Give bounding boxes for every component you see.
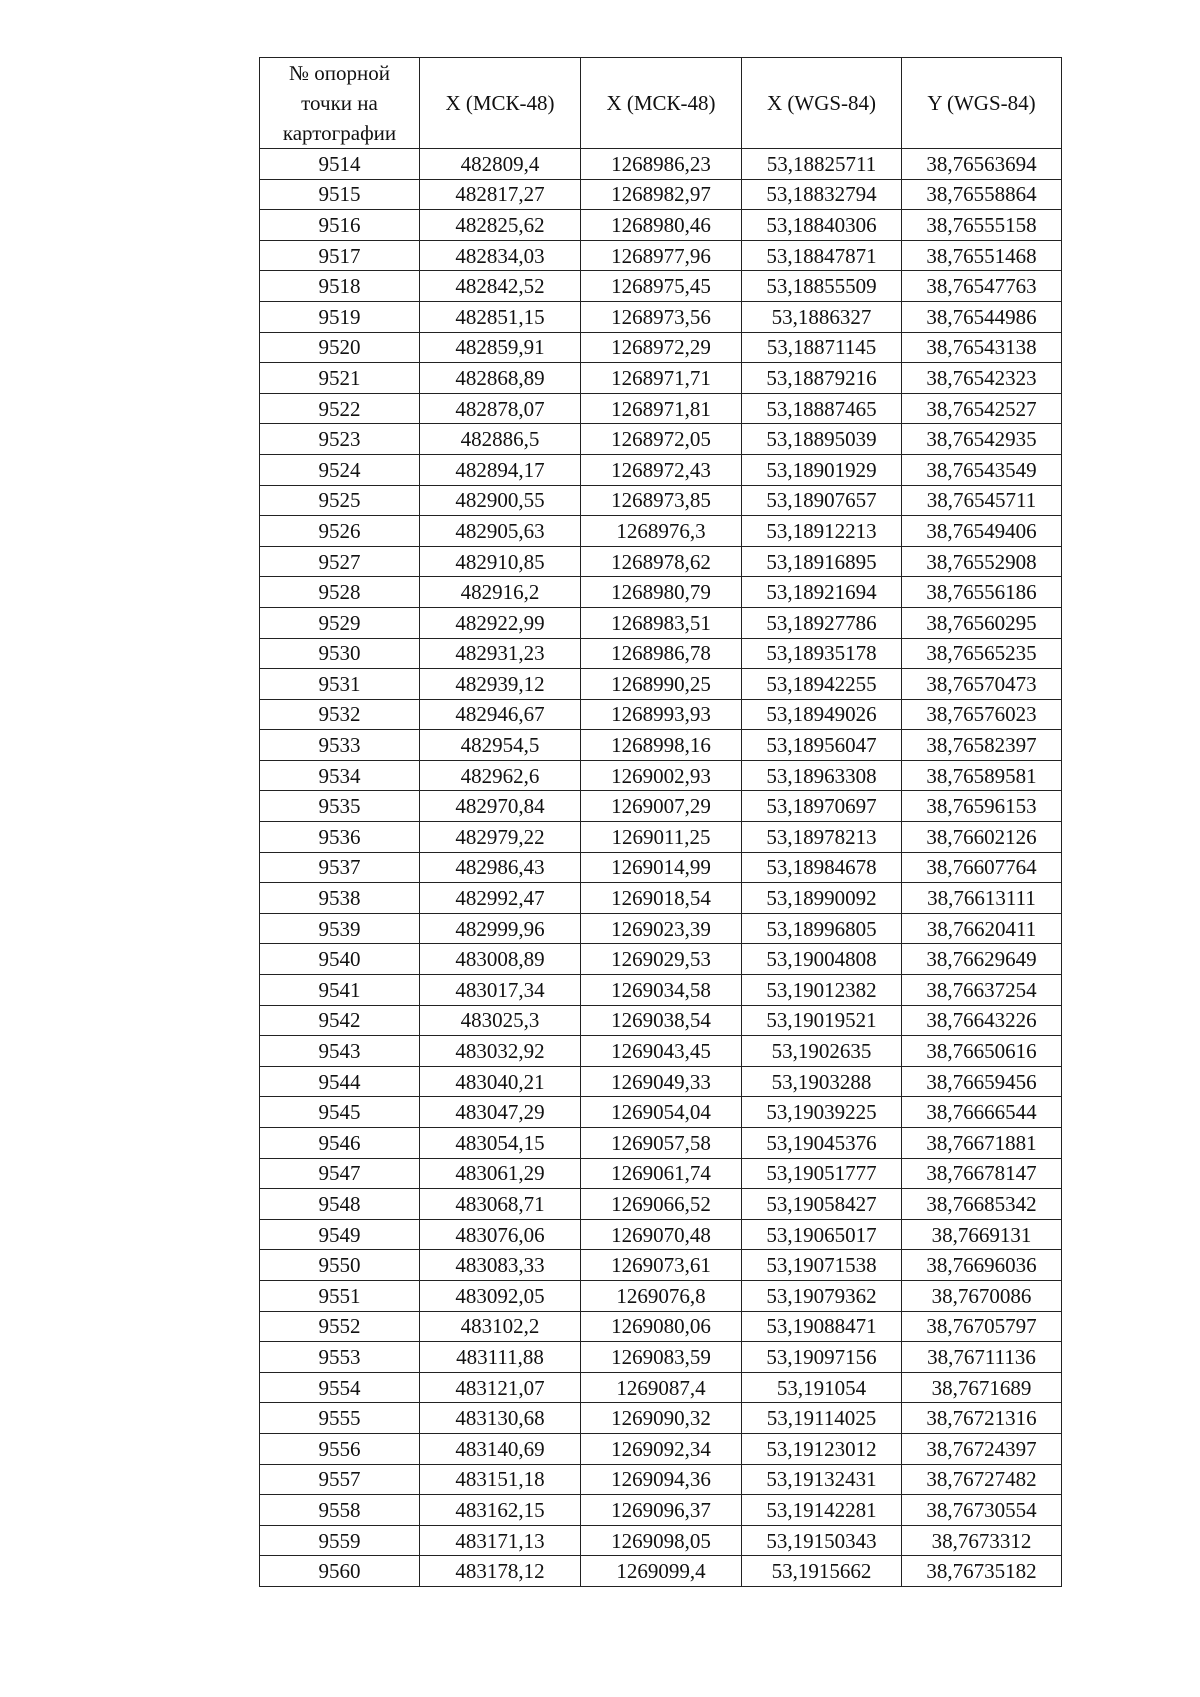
table-row bbox=[260, 516, 1062, 547]
x-msk48-cell: 483025,3 bbox=[420, 1005, 581, 1036]
y-wgs84-cell: 38,76727482 bbox=[902, 1464, 1062, 1495]
table-row bbox=[260, 1250, 1062, 1281]
point-number-cell: 9555 bbox=[260, 1403, 420, 1434]
table-row bbox=[260, 883, 1062, 914]
x-msk48-cell: 483178,12 bbox=[420, 1556, 581, 1587]
y-wgs84-cell: 38,76547763 bbox=[902, 271, 1062, 302]
x-msk48-cell: 483102,2 bbox=[420, 1311, 581, 1342]
y-wgs84-cell: 38,76560295 bbox=[902, 607, 1062, 638]
x-msk48-second-cell: 1268977,96 bbox=[581, 240, 742, 271]
x-msk48-cell: 482986,43 bbox=[420, 852, 581, 883]
header-x-msk48-second: X (МСК-48) bbox=[581, 58, 742, 149]
table-header bbox=[260, 58, 1062, 149]
x-wgs84-cell: 53,18887465 bbox=[742, 393, 902, 424]
point-number-cell: 9560 bbox=[260, 1556, 420, 1587]
table-row bbox=[260, 791, 1062, 822]
x-msk48-second-cell: 1268972,05 bbox=[581, 424, 742, 455]
point-number-cell: 9527 bbox=[260, 546, 420, 577]
x-wgs84-cell: 53,18921694 bbox=[742, 577, 902, 608]
x-msk48-second-cell: 1269090,32 bbox=[581, 1403, 742, 1434]
table-row bbox=[260, 485, 1062, 516]
y-wgs84-cell: 38,76556186 bbox=[902, 577, 1062, 608]
table-row bbox=[260, 1525, 1062, 1556]
x-wgs84-cell: 53,19051777 bbox=[742, 1158, 902, 1189]
x-msk48-cell: 483092,05 bbox=[420, 1280, 581, 1311]
y-wgs84-cell: 38,76542323 bbox=[902, 363, 1062, 394]
x-wgs84-cell: 53,19150343 bbox=[742, 1525, 902, 1556]
point-number-cell: 9552 bbox=[260, 1311, 420, 1342]
y-wgs84-cell: 38,7670086 bbox=[902, 1280, 1062, 1311]
x-msk48-second-cell: 1269049,33 bbox=[581, 1066, 742, 1097]
header-point-number: № опорной точки на картографии bbox=[260, 58, 420, 149]
point-number-cell: 9531 bbox=[260, 669, 420, 700]
x-msk48-second-cell: 1269011,25 bbox=[581, 822, 742, 853]
y-wgs84-cell: 38,76542527 bbox=[902, 393, 1062, 424]
x-msk48-second-cell: 1268983,51 bbox=[581, 607, 742, 638]
x-msk48-cell: 482992,47 bbox=[420, 883, 581, 914]
x-wgs84-cell: 53,18978213 bbox=[742, 822, 902, 853]
x-msk48-cell: 483054,15 bbox=[420, 1128, 581, 1159]
x-wgs84-cell: 53,19058427 bbox=[742, 1189, 902, 1220]
point-number-cell: 9520 bbox=[260, 332, 420, 363]
y-wgs84-cell: 38,76671881 bbox=[902, 1128, 1062, 1159]
x-msk48-second-cell: 1269023,39 bbox=[581, 913, 742, 944]
x-msk48-second-cell: 1268993,93 bbox=[581, 699, 742, 730]
table-row bbox=[260, 975, 1062, 1006]
table-row bbox=[260, 760, 1062, 791]
x-wgs84-cell: 53,19004808 bbox=[742, 944, 902, 975]
x-msk48-cell: 482900,55 bbox=[420, 485, 581, 516]
x-msk48-cell: 482931,23 bbox=[420, 638, 581, 669]
y-wgs84-cell: 38,76711136 bbox=[902, 1342, 1062, 1373]
y-wgs84-cell: 38,76705797 bbox=[902, 1311, 1062, 1342]
x-msk48-second-cell: 1269098,05 bbox=[581, 1525, 742, 1556]
y-wgs84-cell: 38,76721316 bbox=[902, 1403, 1062, 1434]
point-number-cell: 9530 bbox=[260, 638, 420, 669]
point-number-cell: 9519 bbox=[260, 301, 420, 332]
x-msk48-cell: 482809,4 bbox=[420, 149, 581, 180]
y-wgs84-cell: 38,76543549 bbox=[902, 454, 1062, 485]
x-wgs84-cell: 53,18956047 bbox=[742, 730, 902, 761]
x-wgs84-cell: 53,19088471 bbox=[742, 1311, 902, 1342]
point-number-cell: 9515 bbox=[260, 179, 420, 210]
x-msk48-second-cell: 1269057,58 bbox=[581, 1128, 742, 1159]
x-msk48-second-cell: 1269066,52 bbox=[581, 1189, 742, 1220]
point-number-cell: 9559 bbox=[260, 1525, 420, 1556]
x-wgs84-cell: 53,18927786 bbox=[742, 607, 902, 638]
x-msk48-second-cell: 1269070,48 bbox=[581, 1219, 742, 1250]
table-row bbox=[260, 730, 1062, 761]
x-wgs84-cell: 53,18949026 bbox=[742, 699, 902, 730]
point-number-cell: 9535 bbox=[260, 791, 420, 822]
x-msk48-cell: 483121,07 bbox=[420, 1372, 581, 1403]
point-number-cell: 9517 bbox=[260, 240, 420, 271]
point-number-cell: 9548 bbox=[260, 1189, 420, 1220]
x-msk48-cell: 483040,21 bbox=[420, 1066, 581, 1097]
x-msk48-cell: 483068,71 bbox=[420, 1189, 581, 1220]
x-wgs84-cell: 53,19019521 bbox=[742, 1005, 902, 1036]
x-wgs84-cell: 53,18907657 bbox=[742, 485, 902, 516]
table-row bbox=[260, 1097, 1062, 1128]
table-row bbox=[260, 913, 1062, 944]
x-msk48-second-cell: 1269061,74 bbox=[581, 1158, 742, 1189]
table-row bbox=[260, 332, 1062, 363]
point-number-cell: 9518 bbox=[260, 271, 420, 302]
x-msk48-cell: 483083,33 bbox=[420, 1250, 581, 1281]
table-row bbox=[260, 179, 1062, 210]
y-wgs84-cell: 38,76724397 bbox=[902, 1433, 1062, 1464]
table-row bbox=[260, 1556, 1062, 1587]
x-wgs84-cell: 53,18970697 bbox=[742, 791, 902, 822]
x-msk48-second-cell: 1269043,45 bbox=[581, 1036, 742, 1067]
x-msk48-second-cell: 1269054,04 bbox=[581, 1097, 742, 1128]
y-wgs84-cell: 38,76549406 bbox=[902, 516, 1062, 547]
x-msk48-cell: 482878,07 bbox=[420, 393, 581, 424]
point-number-cell: 9558 bbox=[260, 1495, 420, 1526]
point-number-cell: 9514 bbox=[260, 149, 420, 180]
y-wgs84-cell: 38,76570473 bbox=[902, 669, 1062, 700]
table-row bbox=[260, 944, 1062, 975]
x-msk48-second-cell: 1269014,99 bbox=[581, 852, 742, 883]
table-row bbox=[260, 301, 1062, 332]
table-row bbox=[260, 240, 1062, 271]
x-wgs84-cell: 53,19039225 bbox=[742, 1097, 902, 1128]
point-number-cell: 9522 bbox=[260, 393, 420, 424]
point-number-cell: 9545 bbox=[260, 1097, 420, 1128]
point-number-cell: 9525 bbox=[260, 485, 420, 516]
x-msk48-cell: 482999,96 bbox=[420, 913, 581, 944]
header-y-wgs84: Y (WGS-84) bbox=[902, 58, 1062, 149]
point-number-cell: 9533 bbox=[260, 730, 420, 761]
table-row bbox=[260, 1403, 1062, 1434]
y-wgs84-cell: 38,76543138 bbox=[902, 332, 1062, 363]
table-row bbox=[260, 1342, 1062, 1373]
point-number-cell: 9543 bbox=[260, 1036, 420, 1067]
x-msk48-cell: 483140,69 bbox=[420, 1433, 581, 1464]
x-msk48-second-cell: 1269080,06 bbox=[581, 1311, 742, 1342]
y-wgs84-cell: 38,76685342 bbox=[902, 1189, 1062, 1220]
x-wgs84-cell: 53,19071538 bbox=[742, 1250, 902, 1281]
x-msk48-second-cell: 1269018,54 bbox=[581, 883, 742, 914]
y-wgs84-cell: 38,76558864 bbox=[902, 179, 1062, 210]
x-msk48-cell: 483130,68 bbox=[420, 1403, 581, 1434]
x-wgs84-cell: 53,18990092 bbox=[742, 883, 902, 914]
y-wgs84-cell: 38,76637254 bbox=[902, 975, 1062, 1006]
x-msk48-second-cell: 1269092,34 bbox=[581, 1433, 742, 1464]
y-wgs84-cell: 38,76620411 bbox=[902, 913, 1062, 944]
y-wgs84-cell: 38,76555158 bbox=[902, 210, 1062, 241]
x-msk48-cell: 482868,89 bbox=[420, 363, 581, 394]
x-msk48-cell: 482962,6 bbox=[420, 760, 581, 791]
x-msk48-second-cell: 1269007,29 bbox=[581, 791, 742, 822]
coordinates-table bbox=[259, 57, 1062, 1587]
y-wgs84-cell: 38,76563694 bbox=[902, 149, 1062, 180]
y-wgs84-cell: 38,76730554 bbox=[902, 1495, 1062, 1526]
x-msk48-cell: 482916,2 bbox=[420, 577, 581, 608]
x-wgs84-cell: 53,1903288 bbox=[742, 1066, 902, 1097]
x-msk48-second-cell: 1269087,4 bbox=[581, 1372, 742, 1403]
x-msk48-cell: 483017,34 bbox=[420, 975, 581, 1006]
x-msk48-cell: 482894,17 bbox=[420, 454, 581, 485]
y-wgs84-cell: 38,76545711 bbox=[902, 485, 1062, 516]
y-wgs84-cell: 38,76602126 bbox=[902, 822, 1062, 853]
x-msk48-cell: 482842,52 bbox=[420, 271, 581, 302]
x-wgs84-cell: 53,18912213 bbox=[742, 516, 902, 547]
point-number-cell: 9523 bbox=[260, 424, 420, 455]
table-row bbox=[260, 699, 1062, 730]
table-row bbox=[260, 1005, 1062, 1036]
x-wgs84-cell: 53,19114025 bbox=[742, 1403, 902, 1434]
x-msk48-second-cell: 1268990,25 bbox=[581, 669, 742, 700]
x-msk48-second-cell: 1268972,43 bbox=[581, 454, 742, 485]
x-wgs84-cell: 53,18847871 bbox=[742, 240, 902, 271]
point-number-cell: 9554 bbox=[260, 1372, 420, 1403]
table-row bbox=[260, 546, 1062, 577]
x-msk48-cell: 483171,13 bbox=[420, 1525, 581, 1556]
x-msk48-second-cell: 1269083,59 bbox=[581, 1342, 742, 1373]
y-wgs84-cell: 38,76565235 bbox=[902, 638, 1062, 669]
table-row bbox=[260, 454, 1062, 485]
x-msk48-second-cell: 1269038,54 bbox=[581, 1005, 742, 1036]
x-msk48-cell: 483151,18 bbox=[420, 1464, 581, 1495]
table-body bbox=[260, 149, 1062, 1587]
point-number-cell: 9542 bbox=[260, 1005, 420, 1036]
point-number-cell: 9541 bbox=[260, 975, 420, 1006]
point-number-cell: 9540 bbox=[260, 944, 420, 975]
table-row bbox=[260, 822, 1062, 853]
x-wgs84-cell: 53,18901929 bbox=[742, 454, 902, 485]
point-number-cell: 9536 bbox=[260, 822, 420, 853]
x-msk48-second-cell: 1268980,46 bbox=[581, 210, 742, 241]
x-wgs84-cell: 53,1915662 bbox=[742, 1556, 902, 1587]
x-msk48-second-cell: 1269096,37 bbox=[581, 1495, 742, 1526]
table-row bbox=[260, 1189, 1062, 1220]
x-msk48-second-cell: 1268972,29 bbox=[581, 332, 742, 363]
point-number-cell: 9544 bbox=[260, 1066, 420, 1097]
point-number-cell: 9521 bbox=[260, 363, 420, 394]
x-msk48-cell: 483076,06 bbox=[420, 1219, 581, 1250]
x-msk48-second-cell: 1268980,79 bbox=[581, 577, 742, 608]
x-msk48-second-cell: 1269002,93 bbox=[581, 760, 742, 791]
x-msk48-cell: 483047,29 bbox=[420, 1097, 581, 1128]
table-row bbox=[260, 424, 1062, 455]
table-row bbox=[260, 1464, 1062, 1495]
table-row bbox=[260, 852, 1062, 883]
x-wgs84-cell: 53,1886327 bbox=[742, 301, 902, 332]
table-row bbox=[260, 1219, 1062, 1250]
point-number-cell: 9551 bbox=[260, 1280, 420, 1311]
point-number-cell: 9539 bbox=[260, 913, 420, 944]
x-msk48-cell: 482851,15 bbox=[420, 301, 581, 332]
x-wgs84-cell: 53,19065017 bbox=[742, 1219, 902, 1250]
point-number-cell: 9537 bbox=[260, 852, 420, 883]
point-number-cell: 9516 bbox=[260, 210, 420, 241]
x-msk48-cell: 482910,85 bbox=[420, 546, 581, 577]
x-msk48-cell: 483008,89 bbox=[420, 944, 581, 975]
y-wgs84-cell: 38,76678147 bbox=[902, 1158, 1062, 1189]
table-row bbox=[260, 1128, 1062, 1159]
x-msk48-second-cell: 1268986,23 bbox=[581, 149, 742, 180]
x-msk48-cell: 482954,5 bbox=[420, 730, 581, 761]
x-msk48-cell: 482859,91 bbox=[420, 332, 581, 363]
y-wgs84-cell: 38,76551468 bbox=[902, 240, 1062, 271]
x-msk48-second-cell: 1268971,81 bbox=[581, 393, 742, 424]
table-row bbox=[260, 393, 1062, 424]
table-row bbox=[260, 638, 1062, 669]
x-wgs84-cell: 53,19142281 bbox=[742, 1495, 902, 1526]
table-row bbox=[260, 1495, 1062, 1526]
y-wgs84-cell: 38,76589581 bbox=[902, 760, 1062, 791]
x-wgs84-cell: 53,18984678 bbox=[742, 852, 902, 883]
header-x-msk48: X (МСК-48) bbox=[420, 58, 581, 149]
x-msk48-second-cell: 1268973,85 bbox=[581, 485, 742, 516]
x-msk48-cell: 482970,84 bbox=[420, 791, 581, 822]
table-row bbox=[260, 210, 1062, 241]
table-row bbox=[260, 1158, 1062, 1189]
y-wgs84-cell: 38,76596153 bbox=[902, 791, 1062, 822]
point-number-cell: 9546 bbox=[260, 1128, 420, 1159]
point-number-cell: 9528 bbox=[260, 577, 420, 608]
table-row bbox=[260, 669, 1062, 700]
x-wgs84-cell: 53,191054 bbox=[742, 1372, 902, 1403]
x-wgs84-cell: 53,18832794 bbox=[742, 179, 902, 210]
y-wgs84-cell: 38,7673312 bbox=[902, 1525, 1062, 1556]
x-msk48-second-cell: 1268978,62 bbox=[581, 546, 742, 577]
x-msk48-cell: 482905,63 bbox=[420, 516, 581, 547]
x-wgs84-cell: 53,18996805 bbox=[742, 913, 902, 944]
point-number-cell: 9549 bbox=[260, 1219, 420, 1250]
y-wgs84-cell: 38,76576023 bbox=[902, 699, 1062, 730]
x-msk48-cell: 482825,62 bbox=[420, 210, 581, 241]
y-wgs84-cell: 38,76552908 bbox=[902, 546, 1062, 577]
table-row bbox=[260, 363, 1062, 394]
y-wgs84-cell: 38,76607764 bbox=[902, 852, 1062, 883]
y-wgs84-cell: 38,76696036 bbox=[902, 1250, 1062, 1281]
x-wgs84-cell: 53,18963308 bbox=[742, 760, 902, 791]
table-row bbox=[260, 1036, 1062, 1067]
table-row bbox=[260, 577, 1062, 608]
x-wgs84-cell: 53,19012382 bbox=[742, 975, 902, 1006]
table-row bbox=[260, 271, 1062, 302]
y-wgs84-cell: 38,7669131 bbox=[902, 1219, 1062, 1250]
header-row bbox=[260, 58, 1062, 149]
point-number-cell: 9534 bbox=[260, 760, 420, 791]
table-row bbox=[260, 1280, 1062, 1311]
x-msk48-cell: 482834,03 bbox=[420, 240, 581, 271]
point-number-cell: 9550 bbox=[260, 1250, 420, 1281]
x-wgs84-cell: 53,19079362 bbox=[742, 1280, 902, 1311]
x-msk48-second-cell: 1268971,71 bbox=[581, 363, 742, 394]
x-wgs84-cell: 53,19132431 bbox=[742, 1464, 902, 1495]
point-number-cell: 9526 bbox=[260, 516, 420, 547]
point-number-cell: 9553 bbox=[260, 1342, 420, 1373]
x-msk48-second-cell: 1268973,56 bbox=[581, 301, 742, 332]
header-x-wgs84: X (WGS-84) bbox=[742, 58, 902, 149]
x-msk48-second-cell: 1268998,16 bbox=[581, 730, 742, 761]
x-msk48-cell: 482979,22 bbox=[420, 822, 581, 853]
x-msk48-second-cell: 1269034,58 bbox=[581, 975, 742, 1006]
y-wgs84-cell: 38,76542935 bbox=[902, 424, 1062, 455]
x-wgs84-cell: 53,18855509 bbox=[742, 271, 902, 302]
y-wgs84-cell: 38,76666544 bbox=[902, 1097, 1062, 1128]
x-msk48-cell: 482922,99 bbox=[420, 607, 581, 638]
x-msk48-second-cell: 1269073,61 bbox=[581, 1250, 742, 1281]
x-msk48-cell: 482946,67 bbox=[420, 699, 581, 730]
x-msk48-second-cell: 1269094,36 bbox=[581, 1464, 742, 1495]
x-msk48-cell: 483061,29 bbox=[420, 1158, 581, 1189]
point-number-cell: 9547 bbox=[260, 1158, 420, 1189]
x-wgs84-cell: 53,18942255 bbox=[742, 669, 902, 700]
x-wgs84-cell: 53,18916895 bbox=[742, 546, 902, 577]
table-row bbox=[260, 1066, 1062, 1097]
y-wgs84-cell: 38,76735182 bbox=[902, 1556, 1062, 1587]
x-msk48-cell: 483111,88 bbox=[420, 1342, 581, 1373]
table-row bbox=[260, 607, 1062, 638]
y-wgs84-cell: 38,76629649 bbox=[902, 944, 1062, 975]
x-msk48-second-cell: 1269099,4 bbox=[581, 1556, 742, 1587]
table-row bbox=[260, 1311, 1062, 1342]
x-msk48-second-cell: 1269076,8 bbox=[581, 1280, 742, 1311]
x-msk48-second-cell: 1268975,45 bbox=[581, 271, 742, 302]
y-wgs84-cell: 38,76613111 bbox=[902, 883, 1062, 914]
x-wgs84-cell: 53,19045376 bbox=[742, 1128, 902, 1159]
x-wgs84-cell: 53,18895039 bbox=[742, 424, 902, 455]
x-msk48-cell: 482939,12 bbox=[420, 669, 581, 700]
x-wgs84-cell: 53,19123012 bbox=[742, 1433, 902, 1464]
table-row bbox=[260, 149, 1062, 180]
x-wgs84-cell: 53,18840306 bbox=[742, 210, 902, 241]
point-number-cell: 9557 bbox=[260, 1464, 420, 1495]
x-msk48-cell: 482886,5 bbox=[420, 424, 581, 455]
y-wgs84-cell: 38,76650616 bbox=[902, 1036, 1062, 1067]
y-wgs84-cell: 38,76643226 bbox=[902, 1005, 1062, 1036]
x-wgs84-cell: 53,1902635 bbox=[742, 1036, 902, 1067]
point-number-cell: 9524 bbox=[260, 454, 420, 485]
x-wgs84-cell: 53,18825711 bbox=[742, 149, 902, 180]
point-number-cell: 9532 bbox=[260, 699, 420, 730]
x-msk48-second-cell: 1268982,97 bbox=[581, 179, 742, 210]
table-row bbox=[260, 1433, 1062, 1464]
x-wgs84-cell: 53,18879216 bbox=[742, 363, 902, 394]
point-number-cell: 9529 bbox=[260, 607, 420, 638]
x-msk48-second-cell: 1269029,53 bbox=[581, 944, 742, 975]
x-msk48-cell: 483162,15 bbox=[420, 1495, 581, 1526]
x-wgs84-cell: 53,18935178 bbox=[742, 638, 902, 669]
point-number-cell: 9556 bbox=[260, 1433, 420, 1464]
table-row bbox=[260, 1372, 1062, 1403]
y-wgs84-cell: 38,76544986 bbox=[902, 301, 1062, 332]
x-msk48-second-cell: 1268976,3 bbox=[581, 516, 742, 547]
x-wgs84-cell: 53,18871145 bbox=[742, 332, 902, 363]
x-msk48-cell: 482817,27 bbox=[420, 179, 581, 210]
x-msk48-cell: 483032,92 bbox=[420, 1036, 581, 1067]
point-number-cell: 9538 bbox=[260, 883, 420, 914]
y-wgs84-cell: 38,7671689 bbox=[902, 1372, 1062, 1403]
y-wgs84-cell: 38,76582397 bbox=[902, 730, 1062, 761]
y-wgs84-cell: 38,76659456 bbox=[902, 1066, 1062, 1097]
x-wgs84-cell: 53,19097156 bbox=[742, 1342, 902, 1373]
x-msk48-second-cell: 1268986,78 bbox=[581, 638, 742, 669]
